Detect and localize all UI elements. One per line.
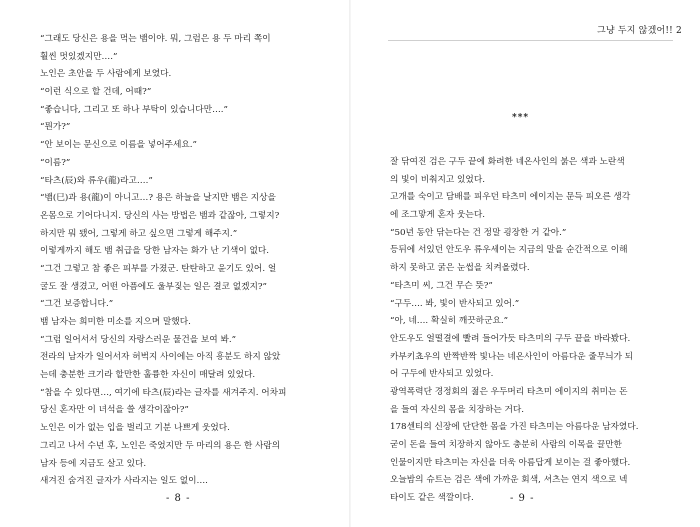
body-line: 굴도 잘 생겼고, 어떤 아픔에도 울부짖는 일은 결코 없겠지?” — [40, 281, 267, 292]
body-line: “그럼 일어서서 당신의 자랑스러운 물건을 보여 봐.” — [40, 334, 237, 345]
body-line: 등뒤에 서있던 안도우 류우세이는 지금의 말을 순간적으로 이해 — [390, 245, 628, 256]
body-line: 그리고 나서 수년 후, 노인은 죽었지만 두 마리의 용은 한 사람의 — [40, 440, 281, 451]
body-line: 노인은 이가 없는 입을 벌리고 기분 나쁘게 웃었다. — [40, 423, 230, 434]
body-line: “아, 네…. 확실히 깨끗하군요.” — [390, 316, 509, 327]
body-line: “그건 보증합니다.” — [40, 299, 114, 310]
section-break: *** — [512, 113, 530, 123]
body-line: 남자 등에 지금도 살고 있다. — [40, 458, 147, 469]
body-line: 굳이 돈을 들여 치장하지 않아도 충분히 사람의 이목을 끌만한 — [390, 440, 622, 450]
body-line: “뱀(巳)과 용(龍)이 아니고…? 용은 하늘을 날지만 뱀은 지상을 — [40, 193, 276, 204]
header-rule — [388, 40, 673, 41]
body-line: 는데 충분한 크기라 할만한 훌륭한 자신이 매달려 있었다. — [40, 370, 256, 381]
body-line: “그래도 당신은 용을 먹는 뱀이야. 뭐, 그럼은 용 두 마리 쪽이 — [40, 34, 271, 44]
body-line: 이렇게까지 해도 뱀 취급을 당한 남자는 화가 난 기색이 없다. — [40, 246, 270, 257]
right-page-body — [390, 154, 638, 508]
body-line: 광역폭력단 경정회의 젊은 우두머리 타츠미 에이지의 취미는 돈 — [390, 386, 628, 397]
body-line: 오늘밤의 슈트는 검은 색에 가까운 회색, 셔츠는 연지 색으로 넥 — [390, 475, 628, 486]
body-line: 타이도 같은 색깔이다. — [390, 493, 474, 504]
body-line: 온몸으로 기어다니지. 당신의 사는 방법은 뱀과 같잖아, 그렇지? — [40, 210, 280, 221]
body-line: 을 들여 자신의 몸을 치장하는 거다. — [390, 404, 525, 415]
running-header: 그냥 두지 않겠어!! 2 — [596, 26, 682, 36]
page-number-right: - 9 - — [510, 493, 535, 504]
left-page-body — [40, 31, 286, 491]
body-line: “타츠미 씨, 그건 무슨 뜻?” — [390, 280, 493, 291]
body-line: “구두…. 봐, 빛이 반사되고 있어.” — [390, 298, 520, 309]
body-line: 노인은 초안을 두 사람에게 보였다. — [40, 69, 172, 80]
body-line: “그건 그렇고 참 좋은 피부를 가졌군. 탄탄하고 윤기도 있어. 얼 — [40, 263, 277, 274]
right-page — [350, 0, 700, 527]
body-line: 당신 혼자만 이 녀석을 쓸 생각이잖아?” — [40, 405, 189, 416]
body-line: 에 조그맣게 혼자 웃는다. — [390, 210, 485, 221]
body-line: “이런 식으로 할 건데, 어때?” — [40, 87, 152, 98]
body-line: 178센티의 신장에 단단한 몸을 가진 타츠미는 아름다운 남자였다. — [390, 422, 639, 433]
body-line: 전라의 남자가 일어서자 허벅지 사이에는 아직 흥분도 하지 않았 — [40, 352, 281, 363]
body-line: 뱀 남자는 희미한 미소를 지으며 말했다. — [40, 317, 191, 327]
page-number-left: - 8 - — [166, 493, 191, 504]
body-line: 고개를 숙이고 담배를 피우던 타츠미 에이지는 문득 피오른 생각 — [390, 192, 631, 203]
body-line: 하지 못하고 굵은 눈썹을 치켜올렸다. — [390, 263, 530, 274]
body-line: “안 보이는 문신으로 이름을 넣어주세요.” — [40, 140, 197, 151]
body-line: 하지만 뭐 됐어, 그렇게 하고 싶으면 그렇게 해주지.” — [40, 228, 238, 239]
body-line: 의 빛이 비춰지고 있었다. — [390, 174, 485, 185]
body-line: “50년 동안 닦는다는 건 정말 굉장한 거 같아.” — [390, 227, 567, 238]
body-line: 안도우도 얼떨결에 빨려 들어가듯 타츠미의 구두 끝을 바라봤다. — [390, 333, 631, 344]
body-line: “뭔가?” — [40, 122, 71, 133]
body-line: 인물이지만 타츠미는 자신을 더욱 아름답게 보이는 걸 좋아했다. — [390, 457, 631, 468]
body-line: “이름?” — [40, 157, 71, 168]
body-line: “좋습니다, 그리고 또 하나 부탁이 있습니다만….” — [40, 104, 228, 115]
body-line: 잘 닦여진 검은 구두 끝에 화려한 네온사인의 붉은 색과 노란색 — [390, 157, 625, 167]
body-line: 훨씬 멋있겠지만….” — [40, 51, 118, 62]
body-line: “참을 수 있다면…, 여기에 타츠(辰)라는 글자를 새겨주지. 어차피 — [40, 387, 287, 398]
body-line: “타츠(辰)와 류우(龍)라고….” — [40, 175, 153, 186]
body-line: 카부키쵸우의 반짝반짝 빛나는 네온사인이 아름다운 줄무늬가 되 — [390, 351, 634, 362]
body-line: 어 구두에 반사되고 있었다. — [390, 369, 494, 380]
body-line: 새겨진 숨겨진 글자가 사라지는 일도 없이…. — [40, 476, 208, 487]
